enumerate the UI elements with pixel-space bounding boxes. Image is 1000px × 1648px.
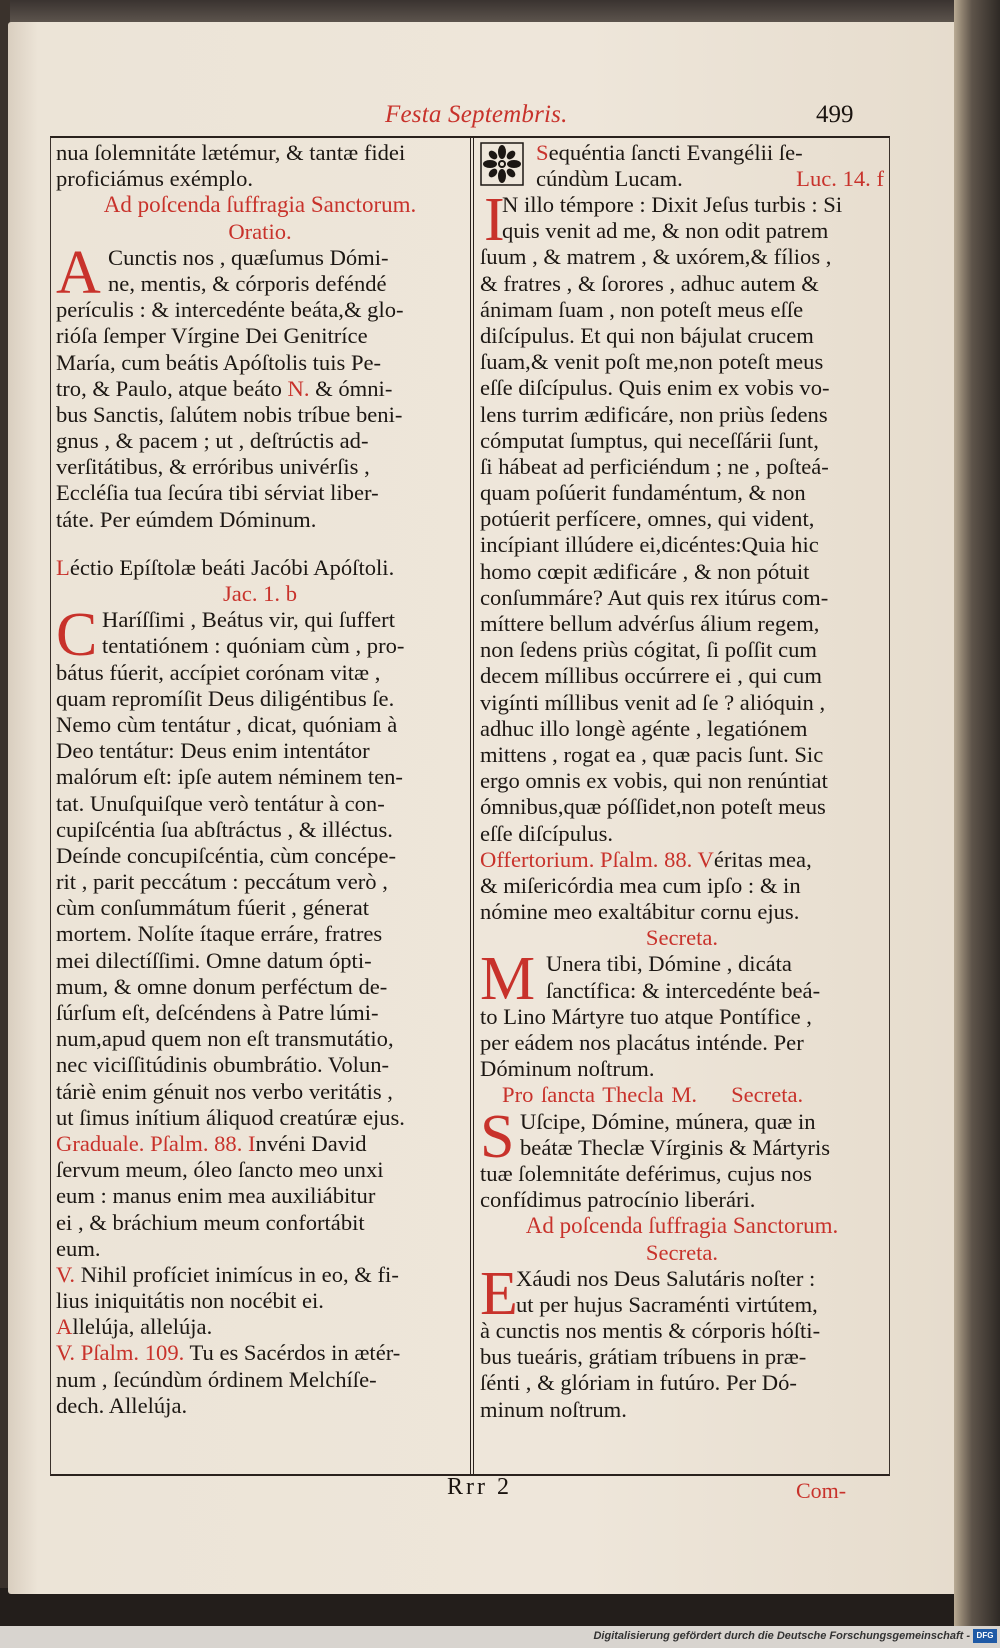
text-line: mittens , rogat ea , quæ pacis ſunt. Sic bbox=[480, 741, 824, 767]
catchword: Com- bbox=[796, 1478, 847, 1503]
text-line: to Lino Mártyre tuo atque Pontífice , bbox=[480, 1003, 812, 1029]
text-line: decem míllibus occúrrere ei , qui cum bbox=[480, 663, 822, 689]
sequentia-initial: S bbox=[536, 140, 549, 165]
left-column bbox=[56, 140, 464, 1419]
text-span: tro, & Paulo, atque beáto bbox=[56, 375, 288, 401]
text-line: bus tueáris, grátiam tríbuens in præ- bbox=[480, 1344, 807, 1370]
text-line: potúerit perfícere, omnes, qui vident, bbox=[480, 506, 815, 532]
sequentia-line-2 bbox=[480, 166, 884, 192]
suffragia-secreta-heading: Secreta. bbox=[645, 1239, 719, 1265]
text-line: María, cum beátis Apóſtolis tuis Pe- bbox=[56, 349, 382, 375]
versicle-line bbox=[56, 1262, 464, 1288]
text-line: bátus fúerit, accípiet corónam vitæ , bbox=[56, 659, 381, 685]
book-fore-edge bbox=[954, 0, 1000, 1648]
text-line: mortem. Nolíte ítaque erráre, fratres bbox=[56, 921, 383, 947]
right-column bbox=[480, 140, 884, 1423]
digitization-banner bbox=[0, 1626, 1000, 1648]
text-line: lens turrim ædificáre, non priùs ſedens bbox=[480, 401, 828, 427]
text-line: cupiſcéntia ſua abſtráctus , & illéctus. bbox=[56, 816, 393, 842]
text-line: míttere bellum advérſus álium regem, bbox=[480, 611, 820, 636]
digitization-notice: Digitalisierung gefördert durch die Deutsche Forschungsgemeinschaft - bbox=[593, 1630, 970, 1642]
text-line: mei dilectíſſimi. Omne datum ópti- bbox=[56, 947, 372, 973]
text-line: ánimam ſuam , non poteſt meus eſſe bbox=[480, 296, 804, 322]
versicle-symbol: V. bbox=[56, 1261, 76, 1287]
text-line: proficiámus exémplo. bbox=[56, 166, 254, 192]
text-line: ut per hujus Sacraménti virtútem, bbox=[516, 1291, 818, 1317]
text-line: verſitátibus, & erróribus univérſis , bbox=[56, 454, 370, 480]
text-line: num , ſecúndùm órdinem Melchíſe- bbox=[56, 1366, 377, 1392]
text-line: nec viciſſitúdinis obumbrátio. Volun- bbox=[56, 1052, 390, 1078]
epistle-dropcap: C bbox=[56, 601, 98, 670]
text-line: homo cœpit ædificáre , & non pótuit bbox=[480, 558, 810, 584]
text-line: Uſcipe, Dómine, múnera, quæ in bbox=[520, 1108, 816, 1134]
text-line: malórum eſt: ipſe autem néminem ten- bbox=[56, 764, 403, 790]
text-line: & miſericórdia mea cum ipſo : & in bbox=[480, 872, 801, 898]
text-line: eum : manus enim mea auxiliábitur bbox=[56, 1183, 376, 1209]
offertorium-label: Offertorium. Pſalm. 88. V bbox=[480, 846, 714, 872]
text-line: beátæ Theclæ Vírginis & Mártyris bbox=[520, 1134, 831, 1160]
psalm-line bbox=[56, 1340, 464, 1366]
text-line: ſanctífica: & intercedénte beá- bbox=[546, 977, 821, 1003]
graduale-label: Graduale. Pſalm. 88. I bbox=[56, 1130, 256, 1156]
text-line: Nemo cùm tentátur , dicat, quóniam à bbox=[56, 711, 398, 737]
running-head bbox=[0, 101, 1000, 135]
name-placeholder: N. bbox=[287, 375, 310, 401]
text-line: Haríſſimi , Beátus vir, qui ſuffert bbox=[102, 607, 395, 633]
text-line: eum. bbox=[56, 1235, 101, 1261]
text-line: ei , & bráchium meum confortábit bbox=[56, 1209, 365, 1235]
alleluia-initial: A bbox=[56, 1314, 73, 1340]
exaudi-dropcap: E bbox=[480, 1259, 518, 1328]
lectio-title: éctio Epíſtolæ beáti Jacóbi Apóſtoli. bbox=[69, 554, 395, 580]
text-line: ſervum meum, óleo ſancto meo unxi bbox=[56, 1157, 384, 1183]
secreta-dropcap: M bbox=[480, 945, 536, 1014]
sequentia-block bbox=[480, 140, 884, 192]
text-span: llelúja, allelúja. bbox=[72, 1314, 213, 1340]
text-line: ſi hábeat ad perficiéndum ; ne , poſteá- bbox=[480, 453, 829, 479]
text-line: tat. Unuſquiſque verò tentátur à con- bbox=[56, 790, 385, 816]
text-line: quis venit ad me, & non odit patrem bbox=[502, 218, 829, 244]
text-line: non ſedens priùs cógitat, ſi poſſit cum bbox=[480, 637, 817, 663]
thecla-block bbox=[480, 1102, 884, 1214]
text-line: num,apud quem non eſt transmutátio, bbox=[56, 1026, 394, 1052]
text-span: cúndùm Lucam. bbox=[536, 166, 683, 192]
lectio-heading bbox=[56, 555, 464, 581]
text-line: ſuam,& venit poſt me,non poteſt meus bbox=[480, 349, 824, 375]
text-line: táriè enim génuit nos verbo veritátis , bbox=[56, 1078, 393, 1104]
gospel-reference: Luc. 14. f bbox=[796, 166, 884, 192]
text-line: ſénti , & glóriam in futúro. Per Dó- bbox=[480, 1370, 797, 1396]
psalm-label: V. Pſalm. 109. bbox=[56, 1340, 190, 1366]
text-line: rit , parit peccátum : peccátum verò , bbox=[56, 869, 388, 895]
sequentia-line bbox=[480, 140, 884, 166]
text-line: conſummáre? Aut quis rex itúrus com- bbox=[480, 584, 829, 610]
text-span: nvéni David bbox=[255, 1130, 367, 1156]
spacer bbox=[56, 533, 464, 555]
text-span: éritas mea, bbox=[713, 846, 812, 872]
exaudi-block bbox=[480, 1259, 884, 1423]
text-line: ſúrſum eſt, deſcéndens à Patre lúmi- bbox=[56, 1000, 379, 1025]
text-line: ne, mentis, & córporis deféndé bbox=[108, 270, 387, 296]
suffragia-heading: Ad poſcenda ſuffragia Sanctorum. bbox=[525, 1213, 839, 1239]
text-line: eſſe diſcípulus. Quis enim ex vobis vo- bbox=[480, 375, 830, 401]
text-line: confídimus patrocínio liberári. bbox=[480, 1187, 756, 1213]
lectio-initial: L bbox=[56, 554, 70, 580]
text-line: & fratres , & ſorores , adhuc autem & bbox=[480, 270, 819, 296]
text-line: tuæ ſolemnitáte deférimus, cujus nos bbox=[480, 1160, 812, 1186]
oratio-block bbox=[56, 238, 464, 533]
text-line: lius iniquitátis non nocébit ei. bbox=[56, 1288, 324, 1314]
alleluia-line bbox=[56, 1314, 464, 1340]
text-line: incípiant illúdere ei,dicéntes:Quia hic bbox=[480, 532, 819, 558]
text-span: Nihil profíciet inimícus in eo, & fi- bbox=[75, 1261, 399, 1287]
secreta-block bbox=[480, 945, 884, 1082]
text-line: N illo témpore : Dixit Jeſus turbis : Si bbox=[502, 192, 843, 217]
epistle-block bbox=[56, 601, 464, 1131]
thecla-dropcap: S bbox=[480, 1102, 515, 1171]
thecla-heading-line bbox=[480, 1082, 884, 1108]
text-span: & ómni- bbox=[309, 375, 393, 401]
text-line: diſcípulus. Et qui non bájulat crucem bbox=[480, 322, 814, 348]
text-line: Deo tentátur: Deus enim intentátor bbox=[56, 738, 370, 764]
gospel-dropcap: I bbox=[484, 186, 505, 254]
text-line: Cunctis nos , quæſumus Dómi- bbox=[108, 244, 389, 270]
dfg-logo-icon: DFG bbox=[973, 1629, 997, 1643]
signature-mark: Rrr 2 bbox=[447, 1474, 512, 1500]
text-line: Dóminum noſtrum. bbox=[480, 1056, 655, 1082]
text-line: perículis : & intercedénte beáta,& glo- bbox=[56, 297, 404, 323]
text-line: quam repromíſit Deus diligéntibus ſe. bbox=[56, 685, 395, 711]
text-line: ergo omnis ex vobis, qui non renúntiat bbox=[480, 768, 828, 794]
text-line: ſuum , & matrem , & uxórem,& fílios , bbox=[480, 244, 832, 270]
text-line: vigínti míllibus venit ad ſe ? alióquin , bbox=[480, 689, 826, 715]
running-title: Festa Septembris. bbox=[385, 101, 568, 128]
suffragia-heading: Ad poſcenda ſuffragia Sanctorum. bbox=[103, 192, 417, 218]
graduale-line bbox=[56, 1131, 464, 1157]
text-line: bus Sanctis, ſalútem nobis tríbue beni- bbox=[56, 401, 403, 427]
text-line: minum noſtrum. bbox=[480, 1396, 627, 1422]
text-line: táte. Per eúmdem Dóminum. bbox=[56, 506, 317, 532]
text-line: nómine meo exaltábitur cornu ejus. bbox=[480, 899, 800, 925]
text-line: eſſe diſcípulus. bbox=[480, 820, 614, 846]
text-span: Tu es Sacérdos in ætér- bbox=[189, 1340, 401, 1366]
text-line: mum, & omne donum perféctum de- bbox=[56, 973, 388, 999]
thecla-heading: Pro ſancta Thecla M. bbox=[502, 1082, 698, 1108]
column-rule bbox=[470, 136, 474, 1474]
text-line: nua ſolemnitáte lætémur, & tantæ fidei bbox=[56, 140, 406, 165]
text-line: dech. Allelúja. bbox=[56, 1392, 188, 1418]
text-line: adhuc illo longè agénte , legatiónem bbox=[480, 715, 808, 741]
text-line bbox=[56, 376, 464, 402]
text-line: rióſa ſemper Vírgine Dei Genitríce bbox=[56, 323, 368, 349]
thecla-secreta-heading: Secreta. bbox=[731, 1082, 804, 1108]
text-line: Unera tibi, Dómine , dicáta bbox=[546, 951, 792, 977]
oratio-heading: Oratio. bbox=[228, 218, 292, 244]
page-footer bbox=[0, 1474, 1000, 1504]
text-line: à cunctis nos mentis & córporis hóſti- bbox=[480, 1318, 821, 1344]
offertorium-line bbox=[480, 847, 884, 873]
text-line: ómnibus,quæ póſſidet,non poteſt meus bbox=[480, 794, 826, 820]
text-line: Eccléſia tua ſecúra tibi sérviat liber- bbox=[56, 480, 379, 506]
secreta-heading: Secreta. bbox=[645, 925, 719, 951]
text-line: cùm conſummátum fúerit , génerat bbox=[56, 895, 370, 921]
text-line: gnus , & pacem ; ut , deſtrúctis ad- bbox=[56, 428, 369, 454]
text-line: ut ſimus inítium áliquod creatúræ ejus. bbox=[56, 1104, 405, 1130]
text-line: Deínde concupiſcéntia, cùm concépe- bbox=[56, 842, 396, 868]
text-line: cómputat ſumptus, qui neceſſárii ſunt, bbox=[480, 427, 819, 453]
text-line: quam poſúerit fundaméntum, & non bbox=[480, 480, 806, 506]
text-line: tentatiónem : quóniam cùm , pro- bbox=[102, 633, 405, 659]
page-number: 499 bbox=[816, 101, 854, 128]
oratio-dropcap: A bbox=[56, 238, 101, 307]
lectio-reference: Jac. 1. b bbox=[222, 581, 298, 606]
text-line: Xáudi nos Deus Salutáris noſter : bbox=[516, 1265, 816, 1291]
text-span: equéntia ſancti Evangélii ſe- bbox=[548, 140, 803, 165]
text-line: per eádem nos placátus inténde. Per bbox=[480, 1030, 804, 1055]
gospel-block bbox=[480, 186, 884, 847]
